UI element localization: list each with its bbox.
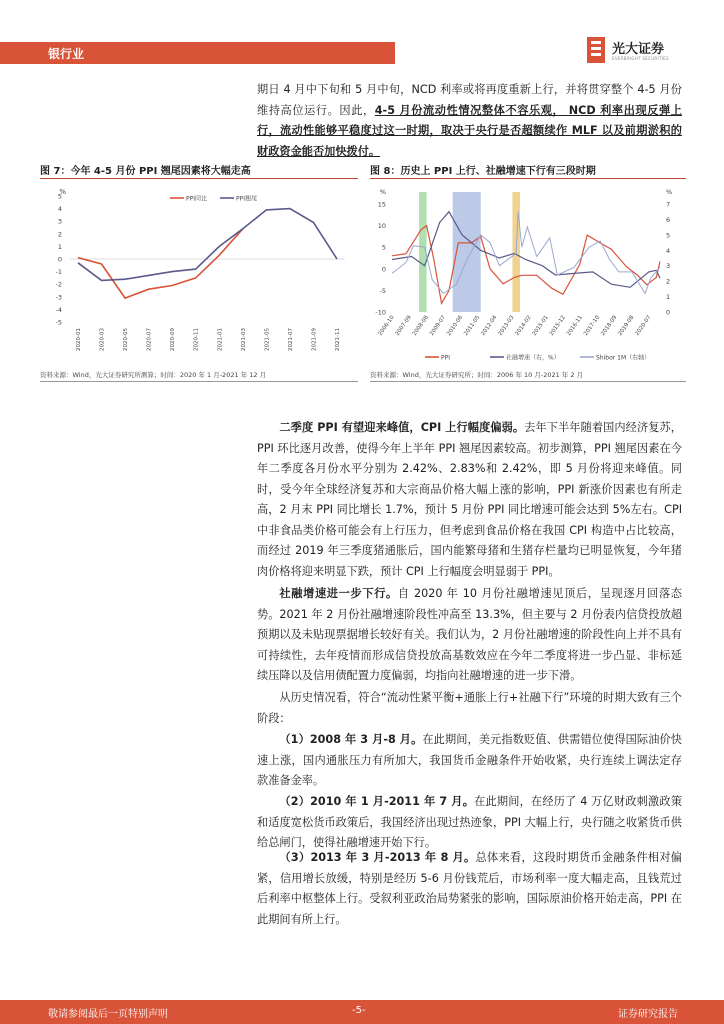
footer-report-type: 证券研究报告 bbox=[618, 1009, 678, 1020]
page-number: -5- bbox=[352, 1005, 366, 1016]
fig8-x-tick: 2009-07 bbox=[428, 314, 448, 337]
fig8-y-right-tick: 1 bbox=[666, 293, 671, 302]
section-ppi-text: 去年下半年随着国内经济复苏，PPI 环比逐月改善，使得今年上半年 PPI 翘尾因素较高。初步测算，PPI 翘尾因素在今年二季度各月份水平分别为 2.42%、2.83%和 2.42%，即 5 月份将迎来峰值。同时，受今年全球经济复苏和大宗商品价格大幅上涨的影响，PPI 新涨价因素也有所走高，2 月末 PPI 同比增长 1.7%，预计 5 月份 PPI 同比增速可能会达到 5%左右。CPI 中非食品类价格可能会有上行压力，但考虑到食品价格在我国 CPI 构造中占比较高，而经过 2019 年三季度猪通胀后，国内能繁母猪和生猪存栏量均已明显恢复，今年猪肉价格将迎来明显下跌，预计 CPI 上行幅度会明显弱于 PPI。 bbox=[257, 421, 682, 578]
fig8-x-tick: 2019-08 bbox=[617, 314, 636, 337]
fig7-y-tick: 3 bbox=[57, 217, 62, 226]
fig8-y-right-tick: 6 bbox=[666, 215, 671, 224]
fig7-x-tick: 2021-09 bbox=[311, 328, 318, 351]
fig7-y-unit: % bbox=[59, 188, 66, 196]
logo-subtitle: EVERBRIGHT SECURITIES bbox=[612, 56, 669, 61]
fig8-rule bbox=[370, 178, 686, 179]
fig8-source-rule bbox=[370, 381, 686, 382]
fig7-rule bbox=[40, 178, 358, 179]
section-social-financing bbox=[257, 584, 682, 687]
fig7-y-tick: -1 bbox=[55, 268, 62, 277]
fig7-y-tick: 1 bbox=[57, 242, 62, 251]
fig7-x-tick: 2020-07 bbox=[146, 328, 153, 351]
fig7-y-tick: 0 bbox=[57, 255, 62, 264]
history-item-3-lead: （3）2013 年 3 月-2013 年 8 月。 bbox=[279, 851, 476, 864]
fig8-legend-label-1: 社融增速（右，%） bbox=[506, 354, 560, 362]
fig8-y-right-unit: % bbox=[666, 188, 673, 196]
history-item-2-text: 在此期间，在经历了 4 万亿财政刺激政策和适度宽松货币政策后，我国经济出现过热迹象，PPI 大幅上行，央行随之收紧货币供给总闸门，使得社融增速开始下行。 bbox=[257, 795, 683, 849]
fig8-x-tick: 2016-11 bbox=[565, 314, 585, 337]
fig8-x-tick: 2006-10 bbox=[377, 314, 396, 337]
history-item-1-lead: （1）2008 年 3 月-8 月。 bbox=[279, 733, 423, 746]
fig8-y-right-tick: 0 bbox=[666, 308, 671, 317]
fig7-legend-label-1: PPI翘尾 bbox=[236, 195, 258, 203]
section-ppi-cpi bbox=[257, 418, 682, 582]
fig7-x-tick: 2020-01 bbox=[76, 328, 82, 351]
fig8-x-tick: 2018-09 bbox=[600, 314, 619, 337]
fig8-legend-label-0: PPI bbox=[441, 354, 451, 362]
fig7-y-tick: 2 bbox=[57, 230, 62, 239]
fig8-x-tick: 2013-03 bbox=[497, 314, 516, 337]
fig8-x-tick: 2010-06 bbox=[446, 314, 465, 337]
fig8-y-left-tick: -10 bbox=[375, 308, 386, 317]
fig7-y-tick: -5 bbox=[55, 318, 62, 327]
section-sf-lead: 社融增速进一步下行。 bbox=[279, 587, 398, 600]
fig7-x-tick: 2020-03 bbox=[99, 328, 106, 351]
intro-paragraph bbox=[257, 80, 682, 162]
fig7-y-tick: 4 bbox=[57, 205, 62, 214]
fig7-x-tick: 2021-11 bbox=[335, 328, 341, 351]
logo-name: 光大证券 bbox=[612, 42, 665, 57]
fig8-x-tick: 2017-10 bbox=[583, 314, 602, 337]
section-history bbox=[257, 688, 682, 729]
fig8-x-tick: 2012-04 bbox=[480, 314, 499, 337]
history-item-2-lead: （2）2010 年 1 月-2011 年 7 月。 bbox=[279, 795, 475, 808]
fig7-legend-label-0: PPI同比 bbox=[186, 195, 208, 203]
fig8-y-left-unit: % bbox=[379, 188, 386, 196]
fig7-y-tick: -2 bbox=[55, 280, 62, 289]
fig7-y-tick: -3 bbox=[55, 293, 62, 302]
fig8-y-left-tick: 0 bbox=[381, 265, 386, 274]
fig8-y-right-tick: 5 bbox=[666, 231, 671, 240]
fig7-title: 图 7：今年 4-5 月份 PPI 翘尾因素将大幅走高 bbox=[40, 166, 251, 177]
fig7-x-tick: 2020-05 bbox=[123, 328, 130, 351]
fig8-y-right-tick: 3 bbox=[666, 262, 671, 271]
fig8-source: 资料来源：Wind，光大证券研究所；时间：2006 年 10 月-2021 年 2 月 bbox=[370, 371, 584, 379]
history-item-2 bbox=[257, 792, 682, 854]
history-item-1 bbox=[257, 730, 682, 792]
fig7-x-tick: 2021-05 bbox=[264, 328, 271, 351]
history-item-3-text: 总体来看，这段时期货币金融条件相对偏紧，信用增长放缓，特别是经历 5-6 月份钱荒后，市场利率一度大幅走高，且钱荒过后利率中枢整体上行。受叙利亚政治局势紧张的影响，国际原油价格开始走高，PPI 在此期间有所上行。 bbox=[257, 851, 682, 926]
fig7-series-line-0 bbox=[78, 229, 243, 298]
fig7-x-tick: 2021-01 bbox=[217, 328, 224, 351]
history-item-3 bbox=[257, 848, 682, 930]
fig8-x-tick: 2014-02 bbox=[514, 314, 533, 337]
fig8-ppi-line bbox=[392, 226, 660, 304]
fig7-series-line-1 bbox=[78, 209, 337, 281]
fig7-x-tick: 2021-03 bbox=[240, 328, 247, 351]
fig7-chart bbox=[40, 182, 358, 368]
fig8-x-tick: 2007-09 bbox=[394, 314, 413, 337]
fig8-legend-label-2: Shibor 1M（右轴） bbox=[596, 354, 651, 362]
fig8-y-left-tick: 10 bbox=[377, 222, 386, 231]
fig8-y-right-tick: 2 bbox=[666, 277, 671, 286]
fig8-chart bbox=[370, 182, 686, 368]
fig8-y-left-tick: -5 bbox=[379, 286, 386, 295]
section-ppi-lead: 二季度 PPI 有望迎来峰值，CPI 上行幅度偏弱。 bbox=[279, 421, 525, 434]
fig8-y-left-tick: 5 bbox=[381, 243, 386, 252]
fig8-x-tick: 2015-01 bbox=[531, 314, 550, 337]
section-sf-text: 自 2020 年 10 月份社融增速见顶后，呈现逐月回落态势。2021 年 2 月份社融增速阶段性冲高至 13.3%，但主要与 2 月份表内信贷投放超预期以及未贴现票据增长较好有关。我们认为，2 月份社融增速的阶段性向上并不具有可持续性，去年疫情而形成信贷投放高基数效应在今年二季度将进一步凸显、非标延续压降以及信用债配置力度偏弱，均指向社融增速的进一步下滑。 bbox=[257, 587, 682, 682]
fig7-x-tick: 2020-09 bbox=[170, 328, 177, 351]
fig8-title: 图 8：历史上 PPI 上行、社融增速下行有三段时期 bbox=[370, 166, 596, 177]
intro-emphasis: 4-5 月份流动性情况整体不容乐观， NCD 利率出现反弹上行，流动性能够平稳度过这一时期，取决于央行是否超额续作 MLF 以及前期淤积的财政资金能否加快拨付。 bbox=[257, 103, 682, 158]
fig8-y-right-tick: 4 bbox=[666, 246, 671, 255]
section-history-text: 从历史情况看，符合“流动性紧平衡+通胀上行+社融下行”环境的时期大致有三个阶段： bbox=[257, 691, 682, 725]
footer-disclaimer: 敬请参阅最后一页特别声明 bbox=[48, 1009, 168, 1020]
fig7-x-tick: 2021-07 bbox=[287, 328, 294, 351]
fig8-x-tick: 2015-12 bbox=[548, 314, 567, 337]
fig8-y-right-tick: 7 bbox=[666, 200, 671, 209]
fig7-y-tick: 5 bbox=[57, 192, 62, 201]
fig8-x-tick: 2008-08 bbox=[411, 314, 430, 337]
fig8-x-tick: 2011-05 bbox=[463, 314, 482, 337]
fig7-x-tick: 2020-11 bbox=[193, 328, 200, 351]
intro-text: 期日 4 月中下旬和 5 月中旬，NCD 利率或将再度重新上行，并将贯穿整个 4-5 月份维持高位运行。因此， bbox=[257, 83, 682, 117]
fig7-source: 资料来源：Wind，光大证券研究所测算；时间：2020 年 1 月-2021 年 12 月 bbox=[40, 371, 267, 379]
fig8-x-tick: 2020-07 bbox=[634, 314, 653, 337]
fig7-source-rule bbox=[40, 381, 358, 382]
history-item-1-text: 在此期间，美元指数贬值、供需错位使得国际油价快速上涨，国内通胀压力有所加大，我国货币金融条件开始收紧，央行连续上调法定存款准备金率。 bbox=[257, 733, 682, 787]
fig8-y-left-tick: 15 bbox=[377, 200, 386, 209]
sector-label: 银行业 bbox=[48, 47, 85, 61]
fig7-y-tick: -4 bbox=[55, 305, 62, 314]
